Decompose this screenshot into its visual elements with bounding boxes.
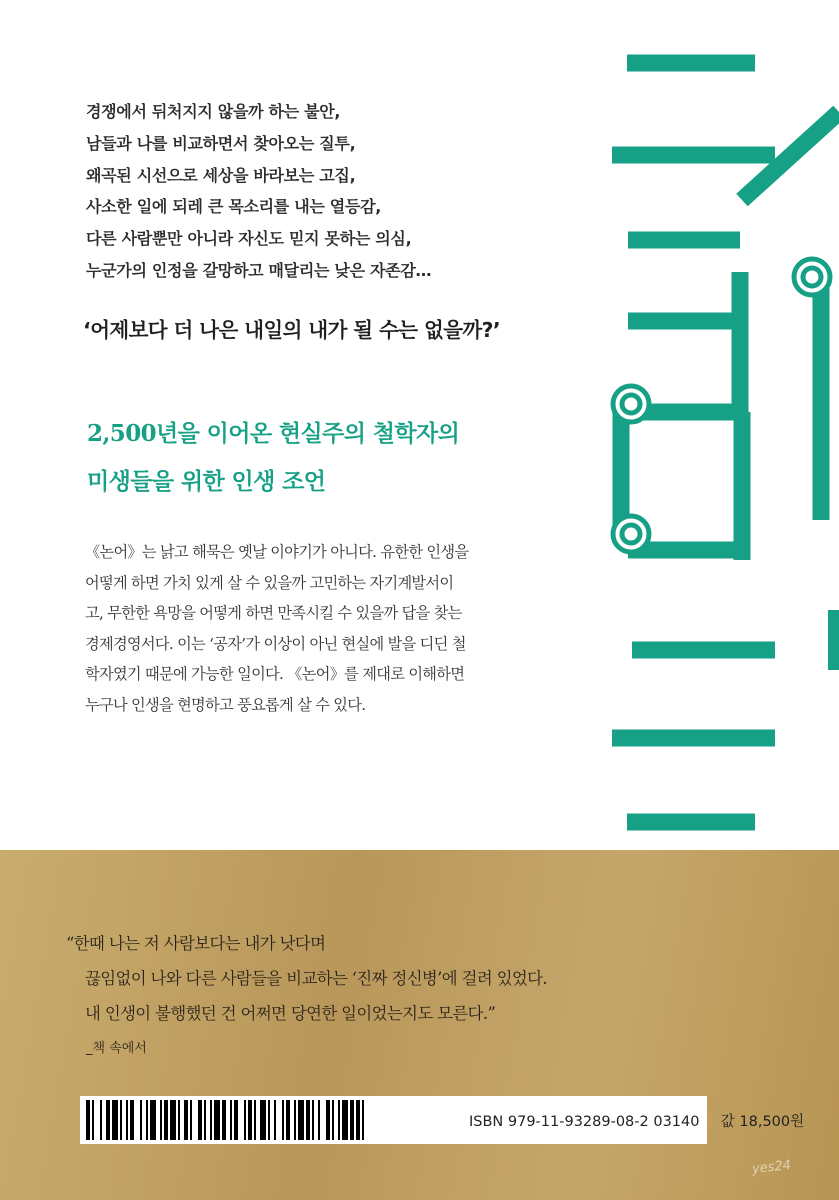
description <box>85 537 468 720</box>
description-line: 학자였기 때문에 가능한 일이다. 《논어》를 제대로 이해하면 <box>85 665 465 683</box>
description-line: 경제경영서다. 이는 ‘공자’가 이상이 아닌 현실에 발을 디딘 철 <box>85 634 466 653</box>
price-separator: | <box>707 1114 713 1130</box>
watermark-logo: yes24 <box>751 1158 792 1177</box>
subtitle-line-2: 미생들을 위한 인생 조언 <box>87 468 326 495</box>
description-line: 《논어》는 낡고 해묵은 옛날 이야기가 아니다. 유한한 인생을 <box>85 543 469 561</box>
isbn-number: ISBN 979-11-93289-08-2 03140 <box>469 1114 700 1130</box>
intro-lines <box>86 96 431 287</box>
subtitle-line-1: 2,500년을 이어온 현실주의 철학자의 <box>87 420 460 447</box>
intro-line: 남들과 나를 비교하면서 찾아오는 질투, <box>86 133 356 153</box>
intro-line: 누군가의 인정을 갈망하고 매달리는 낮은 자존감… <box>86 260 432 280</box>
intro-line: 왜곡된 시선으로 세상을 바라보는 고집, <box>86 165 356 185</box>
isbn-price <box>469 1110 804 1131</box>
key-question: ‘어제보다 더 나은 내일의 내가 될 수는 없을까?’ <box>83 318 501 342</box>
subtitle <box>87 410 459 506</box>
quote-line: 끊임없이 나와 다른 사람들을 비교하는 ‘진짜 정신병’에 걸려 있었다. <box>85 969 548 988</box>
intro-line: 경쟁에서 뒤처지지 않을까 하는 불안, <box>86 102 341 121</box>
isbn-panel <box>80 1096 805 1144</box>
barcode-icon <box>86 1100 436 1140</box>
description-line: 누구나 인생을 현명하고 풍요롭게 살 수 있다. <box>85 695 366 714</box>
quote-source: _책 속에서 <box>86 1041 147 1056</box>
description-line: 어떻게 하면 가치 있게 살 수 있을까 고민하는 자기계발서이 <box>85 573 454 592</box>
price: 값 18,500원 <box>720 1114 805 1130</box>
quote-line: “한때 나는 저 사람보다는 내가 낫다며 <box>66 934 326 953</box>
quote-line: 내 인생이 불행했던 건 어쩌면 당연한 일이었는지도 모른다.” <box>85 1004 496 1023</box>
intro-line: 다른 사람뿐만 아니라 자신도 믿지 못하는 의심, <box>86 229 412 249</box>
intro-line: 사소한 일에 되레 큰 목소리를 내는 열등감, <box>86 197 382 217</box>
description-line: 고, 무한한 욕망을 어떻게 하면 만족시킬 수 있을까 답을 찾는 <box>85 604 462 622</box>
book-quote <box>66 926 547 1031</box>
